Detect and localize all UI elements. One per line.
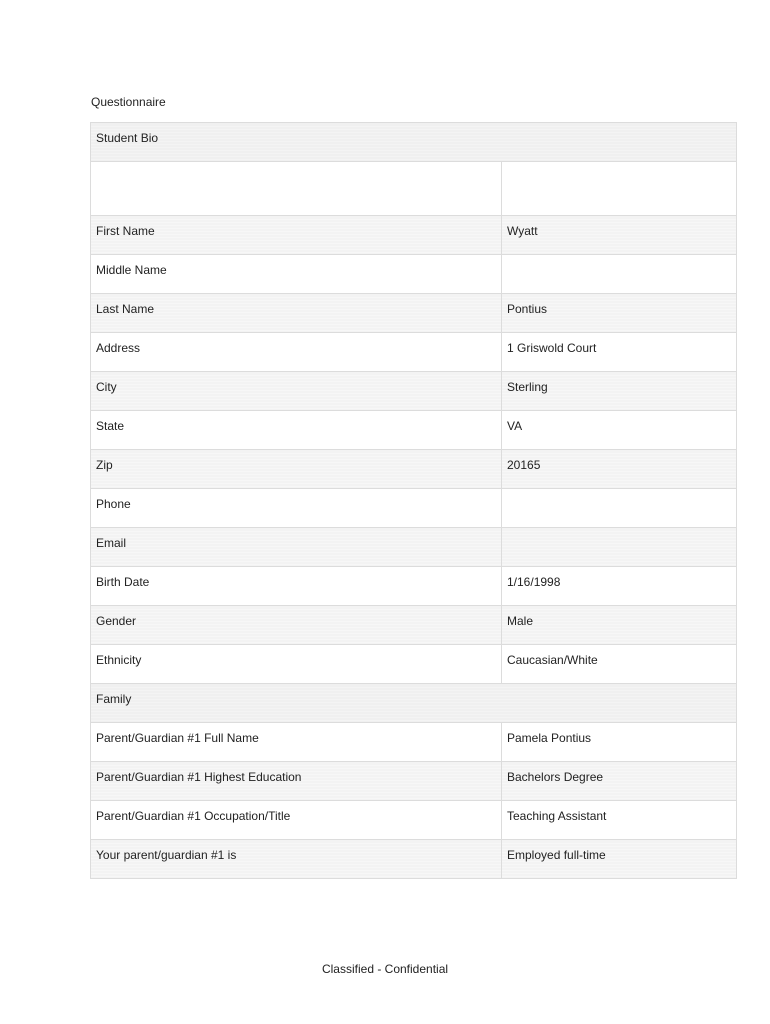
table-row-first-name [91,216,737,255]
section-row-student-bio [91,123,737,162]
field-value: Male [502,606,737,645]
questionnaire-table [90,122,737,879]
field-value: Bachelors Degree [502,762,737,801]
field-value: 1/16/1998 [502,567,737,606]
table-row-guardian-occupation [91,801,737,840]
field-value: 1 Griswold Court [502,333,737,372]
field-label: State [91,411,502,450]
field-label: Phone [91,489,502,528]
field-label: First Name [91,216,502,255]
section-heading-family: Family [91,684,737,723]
field-value [502,255,737,294]
field-value: Wyatt [502,216,737,255]
field-label: Address [91,333,502,372]
table-row-guardian-name [91,723,737,762]
table-row-address [91,333,737,372]
field-label: Parent/Guardian #1 Occupation/Title [91,801,502,840]
field-value [502,489,737,528]
table-row-gender [91,606,737,645]
table-row-zip [91,450,737,489]
field-label: Last Name [91,294,502,333]
table-row-ethnicity [91,645,737,684]
blank-cell [502,162,737,216]
table-row-email [91,528,737,567]
field-value: Pamela Pontius [502,723,737,762]
field-label: Middle Name [91,255,502,294]
field-label: Gender [91,606,502,645]
field-value: VA [502,411,737,450]
field-value: 20165 [502,450,737,489]
table-row-guardian-education [91,762,737,801]
field-label: Zip [91,450,502,489]
section-row-family [91,684,737,723]
blank-row [91,162,737,216]
field-value: Employed full-time [502,840,737,879]
field-label: Parent/Guardian #1 Full Name [91,723,502,762]
field-value [502,528,737,567]
field-label: Your parent/guardian #1 is [91,840,502,879]
document-title: Questionnaire [91,95,166,109]
table-row-state [91,411,737,450]
table-row-last-name [91,294,737,333]
field-value: Sterling [502,372,737,411]
section-heading-student-bio: Student Bio [91,123,737,162]
field-value: Caucasian/White [502,645,737,684]
field-label: Ethnicity [91,645,502,684]
table-row-birth-date [91,567,737,606]
table-row-phone [91,489,737,528]
table-row-city [91,372,737,411]
field-label: Birth Date [91,567,502,606]
field-value: Teaching Assistant [502,801,737,840]
page-footer: Classified - Confidential [321,962,449,976]
field-label: Email [91,528,502,567]
field-label: Parent/Guardian #1 Highest Education [91,762,502,801]
field-value: Pontius [502,294,737,333]
table-row-middle-name [91,255,737,294]
table-row-guardian-employment [91,840,737,879]
field-label: City [91,372,502,411]
blank-cell [91,162,502,216]
